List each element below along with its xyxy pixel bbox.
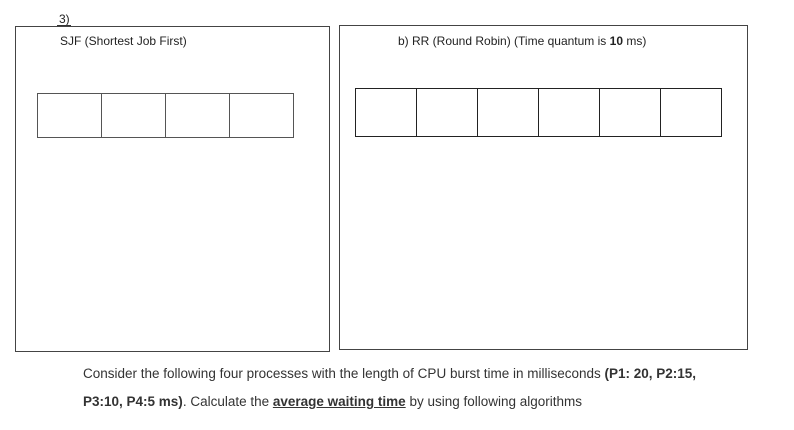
sjf-gantt-chart bbox=[37, 93, 293, 138]
rr-answer-box bbox=[339, 25, 748, 350]
question-line2-text: . Calculate the bbox=[182, 394, 273, 409]
question-line2-bold: P3:10, P4:5 ms) bbox=[83, 394, 183, 409]
rr-gantt-cell bbox=[477, 88, 539, 137]
sjf-answer-box bbox=[15, 26, 330, 352]
rr-gantt-cell bbox=[599, 88, 661, 137]
question-line-1 bbox=[83, 366, 696, 381]
rr-title-quantum: 10 bbox=[609, 34, 623, 48]
question-number: 3) bbox=[59, 12, 70, 26]
rr-gantt-chart bbox=[355, 88, 721, 137]
sjf-title: SJF (Shortest Job First) bbox=[60, 34, 187, 48]
sjf-gantt-cell bbox=[101, 93, 166, 138]
sjf-gantt-cell bbox=[165, 93, 230, 138]
rr-gantt-cell bbox=[660, 88, 722, 137]
rr-gantt-cell bbox=[355, 88, 417, 137]
sjf-gantt-cell bbox=[229, 93, 294, 138]
sjf-gantt-cell bbox=[37, 93, 102, 138]
question-line1-text: Consider the following four processes with the length of CPU burst time in milliseconds bbox=[83, 366, 605, 381]
question-line-2 bbox=[83, 394, 582, 409]
rr-gantt-cell bbox=[538, 88, 600, 137]
rr-title-suffix: ms) bbox=[623, 34, 647, 48]
question-line1-bold: (P1: 20, P2:15, bbox=[604, 366, 697, 381]
rr-gantt-cell bbox=[416, 88, 478, 137]
rr-title-prefix: b) RR (Round Robin) (Time quantum is bbox=[398, 34, 610, 48]
question-line2-underlined: average waiting time bbox=[272, 394, 406, 409]
rr-title bbox=[398, 34, 646, 48]
question-line2-end: by using following algorithms bbox=[405, 394, 583, 409]
